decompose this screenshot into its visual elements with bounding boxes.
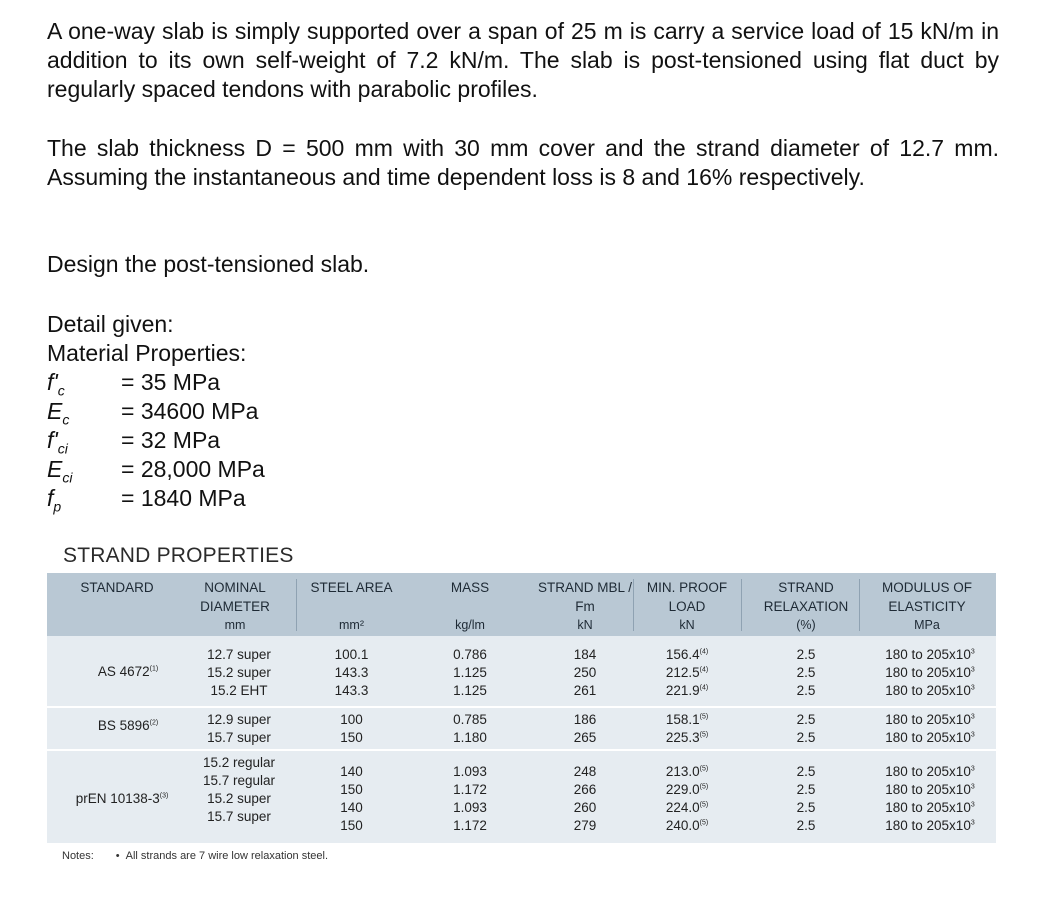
property-symbol: f bbox=[47, 485, 54, 511]
relaxation-cell: 2.5 bbox=[796, 647, 816, 662]
modulus-cell: 180 to $205x10^3$ bbox=[885, 683, 975, 698]
header-min-proof-load: MIN. PROOF LOAD bbox=[646, 580, 728, 614]
group-separator bbox=[47, 706, 996, 708]
proof-load-cell: 225.3$^{(5)}$ bbox=[665, 730, 709, 745]
material-properties-heading: Material Properties: bbox=[47, 340, 247, 366]
modulus-cell: 180 to $205x10^3$ bbox=[885, 712, 975, 727]
proof-load-cell: 240.0$^{(5)}$ bbox=[665, 818, 709, 833]
steel-area-cell: 140 bbox=[340, 800, 363, 815]
strand-mbl-cell: 260 bbox=[573, 800, 597, 815]
modulus-cell: 180 to $205x10^3$ bbox=[885, 818, 975, 833]
modulus-cell: 180 to $205x10^3$ bbox=[885, 764, 975, 779]
mass-cell: 1.172 bbox=[453, 782, 487, 797]
property-fc bbox=[47, 368, 246, 397]
strand-mbl-cell: 250 bbox=[573, 665, 597, 680]
strand-mbl-cell: 279 bbox=[573, 818, 597, 833]
strand-properties-table bbox=[47, 573, 996, 843]
property-ec bbox=[47, 397, 259, 428]
proof-load-cell: 156.4$^{(4)}$ bbox=[665, 647, 709, 662]
details-heading: Detail given: bbox=[47, 311, 174, 337]
design-task: Design the post-tensioned slab. bbox=[47, 251, 370, 277]
strand-mbl-cell: 184 bbox=[573, 647, 597, 662]
proof-load-cell: 224.0$^{(5)}$ bbox=[665, 800, 709, 815]
nominal-diameter-cell: 15.2 EHT bbox=[210, 683, 268, 698]
header-strand-mbl: STRAND MBL / Fm bbox=[537, 580, 632, 614]
relaxation-cell: 2.5 bbox=[796, 683, 816, 698]
steel-area-cell: 150 bbox=[340, 730, 363, 745]
standard-cell: BS 5896$^{(2)}$ bbox=[97, 718, 159, 733]
header-modulus: MODULUS OF ELASTICITY bbox=[881, 580, 972, 614]
mass-cell: 1.172 bbox=[453, 818, 487, 833]
modulus-cell: 180 to $205x10^3$ bbox=[885, 665, 975, 680]
property-value: = 34600 MPa bbox=[121, 398, 259, 424]
nominal-diameter-cell: 12.7 super bbox=[207, 647, 271, 662]
nominal-diameter-cell: 15.2 super bbox=[207, 665, 271, 680]
property-eci bbox=[47, 455, 265, 486]
mass-cell: 1.125 bbox=[453, 683, 487, 698]
nominal-diameter-cell: 15.2 super bbox=[207, 791, 271, 806]
relaxation-cell: 2.5 bbox=[796, 712, 816, 727]
property-value: = 32 MPa bbox=[121, 427, 221, 453]
proof-load-cell: 221.9$^{(4)}$ bbox=[665, 683, 709, 698]
modulus-cell: 180 to $205x10^3$ bbox=[885, 647, 975, 662]
notes-label: Notes: bbox=[62, 850, 94, 862]
nominal-diameter-cell: 12.9 super bbox=[207, 712, 271, 727]
header-mass-unit: kg/lm bbox=[455, 618, 485, 632]
property-value: = 28,000 MPa bbox=[121, 456, 265, 482]
steel-area-cell: 143.3 bbox=[334, 683, 369, 698]
property-subscript: c bbox=[57, 382, 65, 399]
header-modulus-unit: MPa bbox=[914, 618, 940, 632]
relaxation-cell: 2.5 bbox=[796, 764, 816, 779]
steel-area-cell: 140 bbox=[340, 764, 363, 779]
relaxation-cell: 2.5 bbox=[796, 730, 816, 745]
material-details bbox=[47, 310, 265, 515]
property-symbol: E bbox=[47, 398, 63, 424]
header-nominal-diameter: NOMINAL DIAMETER bbox=[200, 580, 270, 614]
strand-properties-title: STRAND PROPERTIES bbox=[63, 544, 294, 567]
header-nominal-unit: mm bbox=[224, 618, 246, 632]
header-steel-unit: mm² bbox=[339, 618, 364, 632]
header-relax-unit: (%) bbox=[796, 618, 816, 632]
property-symbol: f' bbox=[47, 427, 58, 453]
property-fp bbox=[47, 484, 246, 513]
header-mass: MASS bbox=[450, 580, 490, 595]
proof-load-cell: 158.1$^{(5)}$ bbox=[665, 712, 709, 727]
strand-mbl-cell: 186 bbox=[573, 712, 597, 727]
property-symbol: E bbox=[47, 456, 63, 482]
nominal-diameter-cell: 15.7 regular bbox=[202, 773, 276, 788]
steel-area-cell: 143.3 bbox=[334, 665, 369, 680]
modulus-cell: 180 to $205x10^3$ bbox=[885, 800, 975, 815]
mass-cell: 1.093 bbox=[453, 764, 487, 779]
header-divider bbox=[633, 579, 634, 631]
bullet-icon: • bbox=[115, 850, 120, 862]
steel-area-cell: 100 bbox=[340, 712, 363, 727]
header-divider bbox=[296, 579, 297, 631]
header-proof-unit: kN bbox=[679, 618, 695, 632]
mass-cell: 1.180 bbox=[453, 730, 487, 745]
property-symbol: f' bbox=[47, 369, 58, 395]
property-subscript: ci bbox=[57, 440, 68, 457]
problem-statement: A one-way slab is simply supported over a span of 25 m is carry a service load of 15 kN/m in addition to its own self-weight of 7.2 kN/m. The slab is post-tensioned using flat duct by regularly spaced tendons with parabolic profiles. bbox=[47, 18, 999, 102]
group-separator bbox=[47, 749, 996, 751]
steel-area-cell: 100.1 bbox=[334, 647, 369, 662]
relaxation-cell: 2.5 bbox=[796, 782, 816, 797]
property-subscript: p bbox=[53, 498, 62, 515]
nominal-diameter-cell: 15.2 regular bbox=[202, 755, 276, 770]
header-strand-relaxation: STRAND RELAXATION bbox=[763, 580, 849, 614]
nominal-diameter-cell: 15.7 super bbox=[207, 809, 271, 824]
header-strand-unit: kN bbox=[577, 618, 593, 632]
modulus-cell: 180 to $205x10^3$ bbox=[885, 782, 975, 797]
note-text: All strands are 7 wire low relaxation steel. bbox=[125, 850, 329, 862]
standard-cell: prEN 10138-3$^{(3)}$ bbox=[75, 791, 169, 806]
proof-load-cell: 212.5$^{(4)}$ bbox=[665, 665, 709, 680]
relaxation-cell: 2.5 bbox=[796, 665, 816, 680]
slab-specification: The slab thickness D = 500 mm with 30 mm cover and the strand diameter of 12.7 mm. Assuming the instantaneous and time dependent loss is 8 and 16% respectively. bbox=[47, 135, 999, 190]
standard-cell: AS 4672$^{(1)}$ bbox=[97, 664, 159, 679]
property-fci bbox=[47, 426, 246, 455]
strand-mbl-cell: 261 bbox=[573, 683, 597, 698]
mass-cell: 0.785 bbox=[453, 712, 487, 727]
strand-mbl-cell: 248 bbox=[573, 764, 597, 779]
mass-cell: 1.093 bbox=[453, 800, 487, 815]
relaxation-cell: 2.5 bbox=[796, 818, 816, 833]
property-subscript: c bbox=[62, 411, 70, 428]
proof-load-cell: 229.0$^{(5)}$ bbox=[665, 782, 709, 797]
proof-load-cell: 213.0$^{(5)}$ bbox=[665, 764, 709, 779]
nominal-diameter-cell: 15.7 super bbox=[207, 730, 271, 745]
table-notes bbox=[62, 850, 328, 862]
strand-mbl-cell: 265 bbox=[573, 730, 597, 745]
strand-mbl-cell: 266 bbox=[573, 782, 597, 797]
header-standard: STANDARD bbox=[80, 580, 154, 595]
relaxation-cell: 2.5 bbox=[796, 800, 816, 815]
property-subscript: ci bbox=[62, 469, 73, 486]
header-steel-area: STEEL AREA bbox=[310, 580, 393, 595]
modulus-cell: 180 to $205x10^3$ bbox=[885, 730, 975, 745]
steel-area-cell: 150 bbox=[340, 818, 363, 833]
property-value: = 1840 MPa bbox=[121, 485, 246, 511]
header-divider bbox=[859, 579, 860, 631]
property-value: = 35 MPa bbox=[121, 369, 221, 395]
mass-cell: 0.786 bbox=[453, 647, 487, 662]
steel-area-cell: 150 bbox=[340, 782, 363, 797]
mass-cell: 1.125 bbox=[453, 665, 487, 680]
header-divider bbox=[741, 579, 742, 631]
